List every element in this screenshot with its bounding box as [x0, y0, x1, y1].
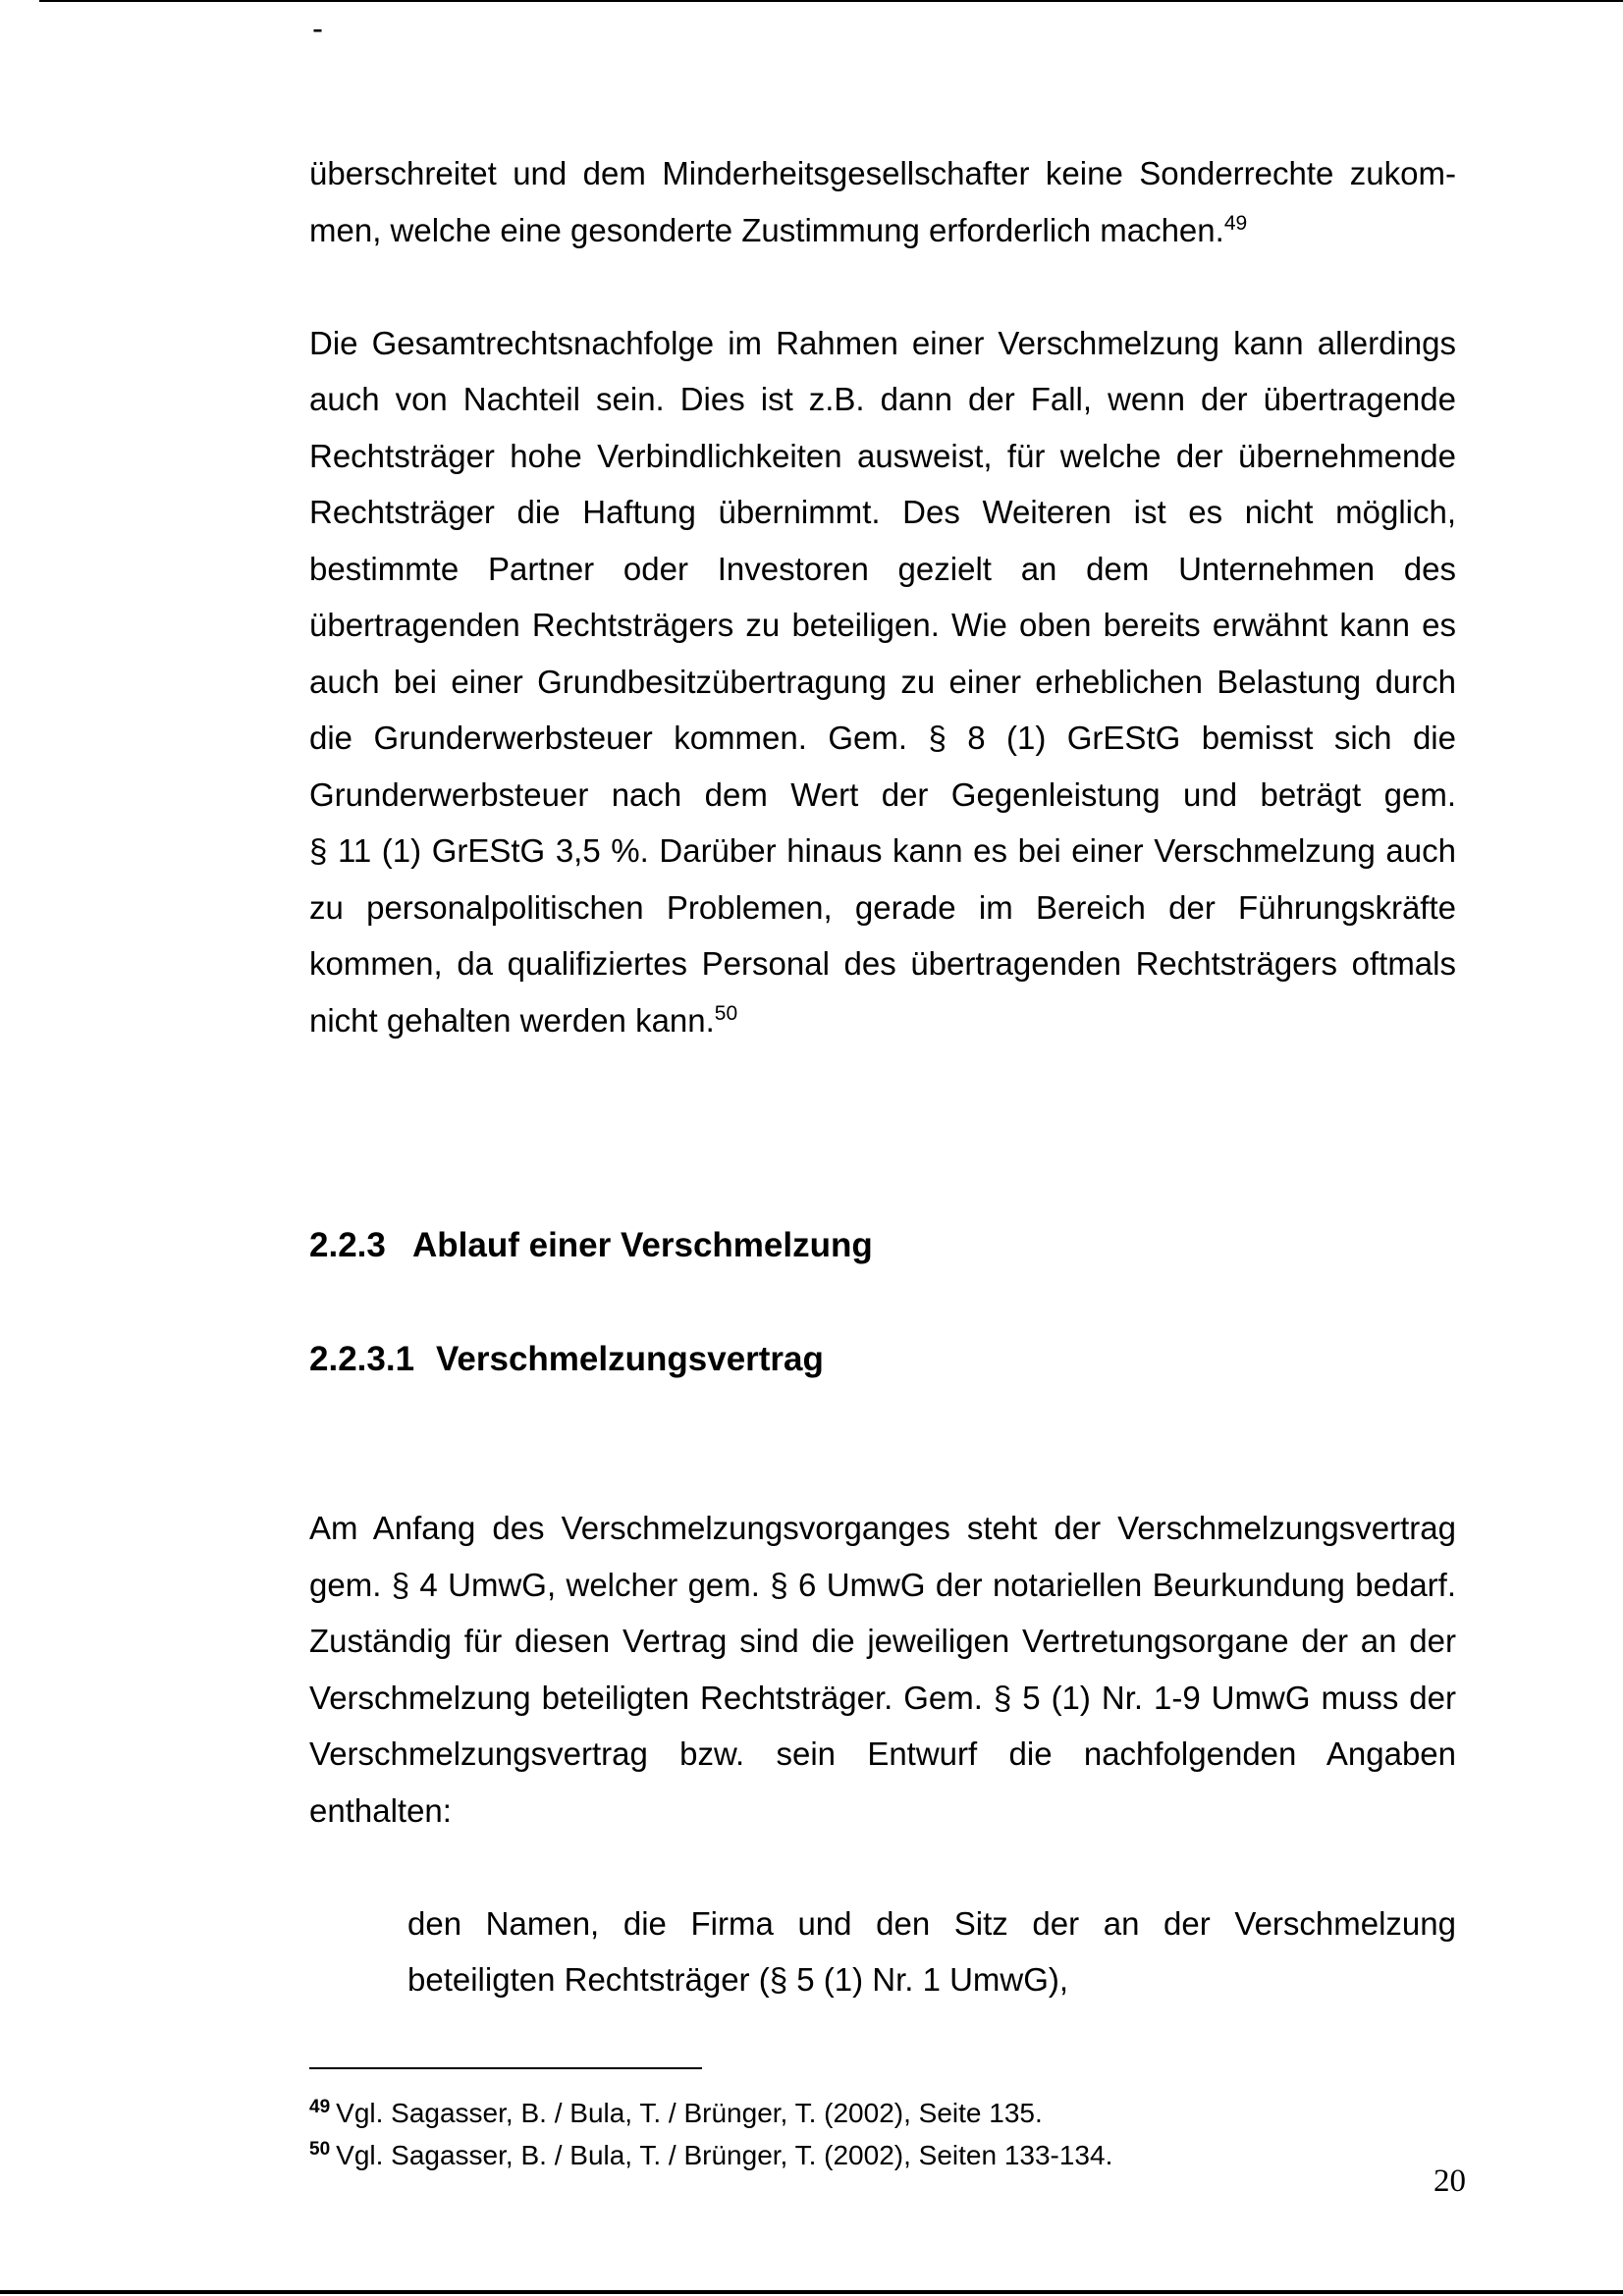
text-line: enthalten: [309, 1792, 452, 1829]
footnote [309, 2092, 1456, 2134]
text-line: Rechtsträger hohe Verbindlichkeiten ausweist, für welche der übernehmende [309, 438, 1456, 474]
text-line: § 11 (1) GrEStG 3,5 %. Darüber hinaus kann es bei einer Verschmelzung auch [309, 832, 1456, 869]
section-title: Ablauf einer Verschmelzung [412, 1226, 873, 1264]
text-line: überschreitet und dem Minderheitsgesellschafter keine Sonderrechte zukom- [309, 155, 1456, 191]
footnote-text: Vgl. Sagasser, B. / Bula, T. / Brünger, T. (2002), Seite 135. [336, 2098, 1043, 2128]
text-line: kommen, da qualifiziertes Personal des übertragenden Rechtsträgers oftmals [309, 945, 1456, 982]
footnote-ref-49: 49 [1223, 212, 1248, 235]
text-line: Verschmelzung beteiligten Rechtsträger. Gem. § 5 (1) Nr. 1-9 UmwG muss der [309, 1680, 1456, 1716]
text-line: übertragenden Rechtsträgers zu beteiligen. Wie oben bereits erwähnt kann es [309, 607, 1456, 643]
text-line: zu personalpolitischen Problemen, gerade im Bereich der Führungskräfte [309, 889, 1456, 926]
scan-artifact-bottom-line [0, 2290, 1623, 2294]
footnote-ref-50: 50 [714, 1002, 738, 1025]
text-line [309, 992, 1456, 1049]
text-line: auch von Nachteil sein. Dies ist z.B. dann der Fall, wenn der übertragende [309, 381, 1456, 417]
footnote-marker: 49 [309, 2096, 331, 2117]
text-line: die Grunderwerbsteuer kommen. Gem. § 8 (1) GrEStG bemisst sich die [309, 720, 1456, 756]
text-line: Am Anfang des Verschmelzungsvorganges steht der Verschmelzungsvertrag [309, 1510, 1456, 1546]
section-heading-2-2-3 [309, 1217, 1456, 1274]
text-line-content: nicht gehalten werden kann. [309, 1002, 715, 1039]
section-number: 2.2.3.1 [309, 1340, 415, 1378]
text-line: gem. § 4 UmwG, welcher gem. § 6 UmwG der notariellen Beurkundung bedarf. [309, 1567, 1456, 1603]
text-line: Grunderwerbsteuer nach dem Wert der Gegenleistung und beträgt gem. [309, 776, 1456, 813]
list-item-line: den Namen, die Firma und den Sitz der an der Verschmelzung [407, 1905, 1456, 1942]
footnote [309, 2134, 1456, 2176]
section-heading-2-2-3-1 [309, 1331, 1456, 1388]
list-bullet-marker: - [312, 10, 323, 46]
text-line [309, 202, 1456, 259]
text-line: Die Gesamtrechtsnachfolge im Rahmen einer Verschmelzung kann allerdings [309, 325, 1456, 361]
text-line: Verschmelzungsvertrag bzw. sein Entwurf die nachfolgenden Angaben [309, 1735, 1456, 1772]
section-number: 2.2.3 [309, 1226, 386, 1264]
text-line: Zuständig für diesen Vertrag sind die jeweiligen Vertretungsorgane der an der [309, 1623, 1456, 1659]
text-line: auch bei einer Grundbesitzübertragung zu einer erheblichen Belastung durch [309, 664, 1456, 700]
text-line: Rechtsträger die Haftung übernimmt. Des Weiteren ist es nicht möglich, [309, 494, 1456, 530]
section-title: Verschmelzungsvertrag [436, 1340, 824, 1378]
footnote-text: Vgl. Sagasser, B. / Bula, T. / Brünger, T. (2002), Seiten 133-134. [336, 2140, 1113, 2170]
footnote-marker: 50 [309, 2138, 331, 2160]
footnote-separator [309, 2067, 702, 2069]
scan-artifact-top-line [39, 0, 1623, 2]
list-item-line: beteiligten Rechtsträger (§ 5 (1) Nr. 1 UmwG), [407, 1961, 1069, 1998]
page-number: 20 [1434, 2163, 1466, 2199]
text-line-content: men, welche eine gesonderte Zustimmung erforderlich machen. [309, 212, 1224, 248]
text-line: bestimmte Partner oder Investoren gezielt an dem Unternehmen des [309, 551, 1456, 587]
